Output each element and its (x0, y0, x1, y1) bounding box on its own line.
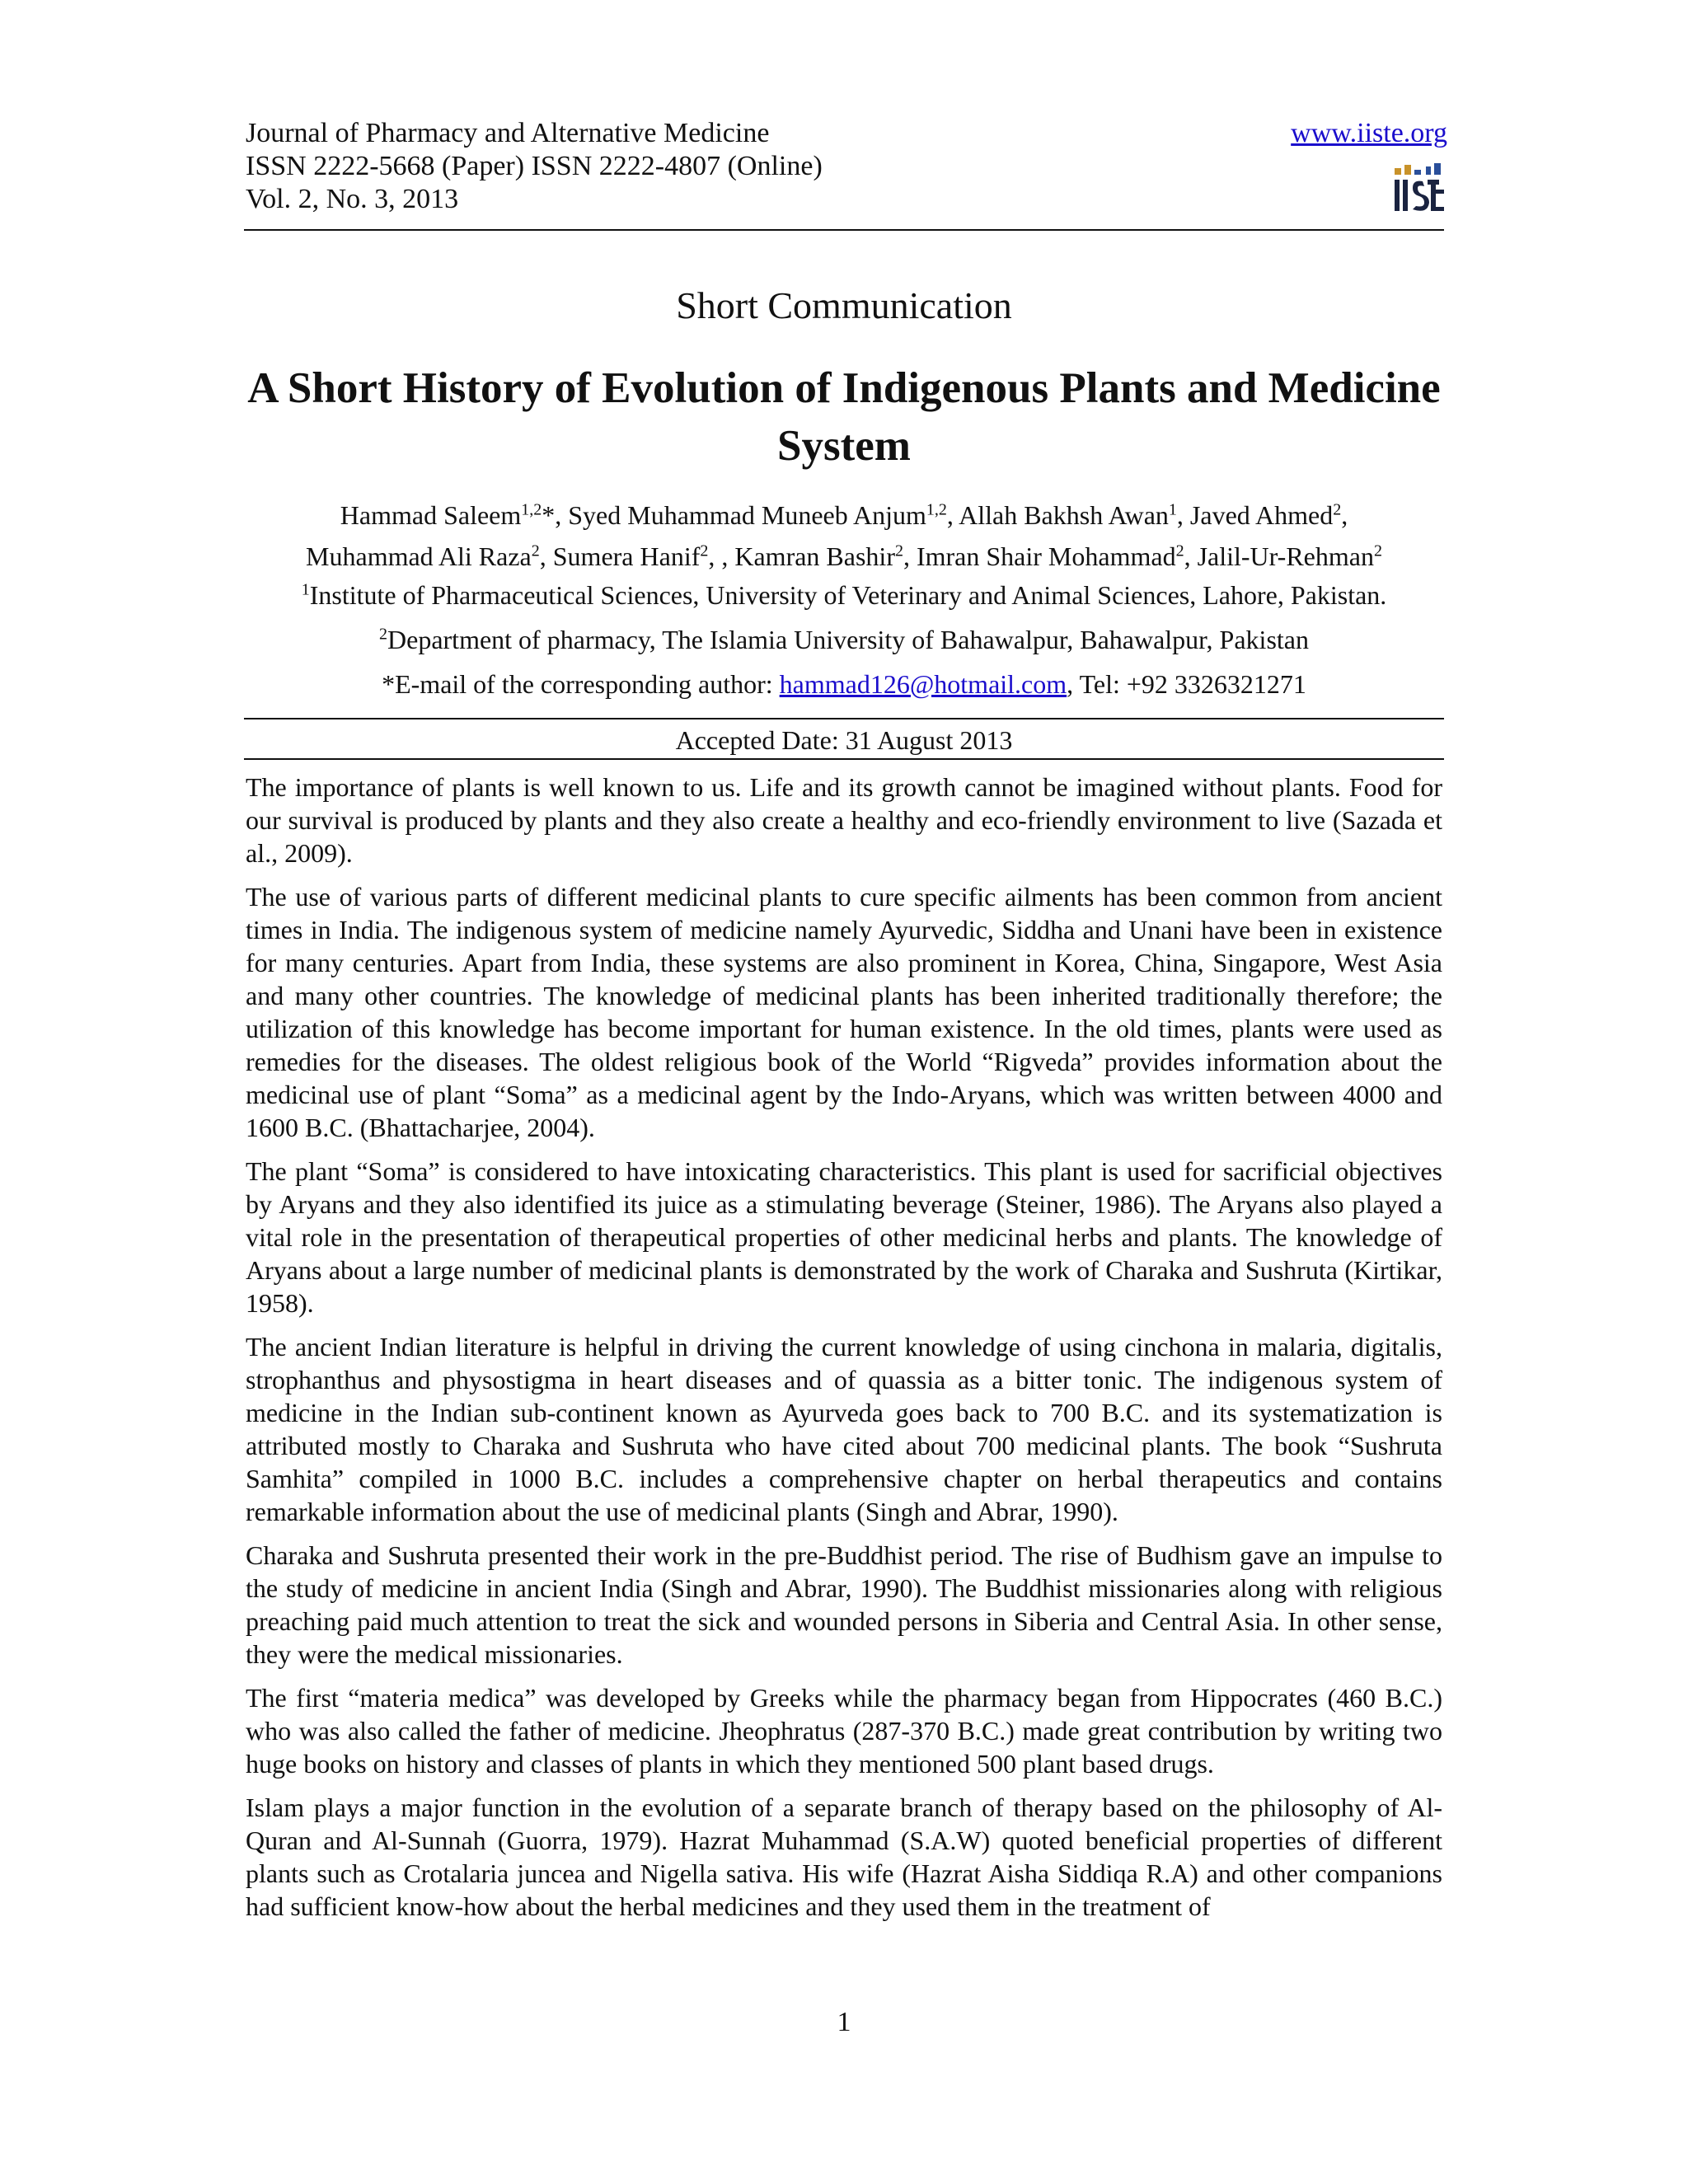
corresponding-author-mark: * (542, 500, 556, 530)
affiliation-1 (214, 579, 1474, 612)
body-paragraph: The importance of plants is well known to us. Life and its growth cannot be imagined without plants. Food for our survival is produced by plants and they also create a healthy and eco-friendly environment to live (Sazada et al., 2009). (246, 772, 1442, 868)
author-name: Imran Shair Mohammad (916, 541, 1176, 571)
author-list: Hammad Saleem$^{1,2}$*, Syed Muhammad Muneeb Anjum$^{1,2}$, Allah Bakhsh Awan$^1$, Javed Ahmed$^2$, Muhammad Ali Raza$^2$, Sumera Hanif$^2$, , Kamran Bashir$^2$, Imran Shair Mohammad$^2$, Jalil-Ur-Rehman$^2$ (306, 500, 1382, 571)
journal-issn: ISSN 2222-5668 (Paper) ISSN 2222-4807 (Online) (246, 151, 823, 181)
accepted-top-divider (244, 718, 1444, 719)
affiliation-1-text: Institute of Pharmaceutical Sciences, University of Veterinary and Animal Sciences, Lahore, Pakistan. (309, 580, 1387, 610)
email-prefix: *E-mail of the corresponding author: (382, 669, 780, 699)
body-paragraph: The first “materia medica” was developed by Greeks while the pharmacy began from Hippocrates (460 B.C.) who was also called the father of medicine. Jheophratus (287-370 B.C.) made great contribution by writing two huge books on history and classes of plants in which they mentioned 500 plant based drugs. (246, 1683, 1442, 1779)
body-paragraph: Charaka and Sushruta presented their work in the pre-Buddhist period. The rise of Budhism gave an impulse to the study of medicine in ancient India (Singh and Abrar, 1990). The Buddhist missionaries along with religious preaching paid much attention to treat the sick and wounded persons in Siberia and Central Asia. In other sense, they were the medical missionaries. (246, 1540, 1442, 1669)
article-title: A Short History of Evolution of Indigenous Plants and Medicine System (247, 364, 1441, 470)
author-affiliation-marker: 1,2 (521, 500, 542, 519)
header-divider (244, 229, 1444, 231)
author-name: Javed Ahmed (1189, 500, 1334, 530)
author-affiliation-marker: 2 (1333, 500, 1342, 519)
body-paragraph: The ancient Indian literature is helpful in driving the current knowledge of using cinchona in malaria, digitalis, strophanthus and physostigma in heart diseases and of quassia as a bitter tonic. The indigenous system of medicine in the Indian sub-continent known as Ayurveda goes back to 700 B.C. and its systematization is attributed mostly to Charaka and Sushruta who have cited about 700 medicinal plants. The book “Sushruta Samhita” compiled in 1000 B.C. includes a comprehensive chapter on herbal therapeutics and contains remarkable information about the use of medicinal plants (Singh and Abrar, 1990). (246, 1332, 1442, 1526)
author-name: Kamran Bashir (734, 541, 895, 571)
author-name: Jalil-Ur-Rehman (1197, 541, 1374, 571)
author-affiliation-marker: 1 (1168, 500, 1177, 519)
phone-text: , Tel: +92 3326321271 (1067, 669, 1306, 699)
body-paragraph: The use of various parts of different medicinal plants to cure specific ailments has been common from ancient times in India. The indigenous system of medicine namely Ayurvedic, Siddha and Unani have been in existence for many centuries. Apart from India, these systems are also prominent in Korea, China, Singapore, West Asia and many other countries. The knowledge of medicinal plants has been inherited traditionally therefore; the utilization of this knowledge has become important for human existence. In the old times, plants were used as remedies for the diseases. The oldest religious book of the World “Rigveda” provides information about the medicinal use of plant “Soma” as a medicinal agent by the Indo-Aryans, which was written between 4000 and 1600 B.C. (Bhattacharjee, 2004). (246, 882, 1442, 1142)
affiliation-1-marker: 1 (301, 580, 310, 599)
iiste-logo (1391, 162, 1446, 216)
author-name: Sumera Hanif (552, 541, 701, 571)
corresponding-author (214, 668, 1474, 701)
affiliation-2 (214, 623, 1474, 656)
author-affiliation-marker: 2 (531, 541, 540, 560)
article-body (246, 771, 1442, 1933)
journal-header (246, 117, 823, 216)
journal-name: Journal of Pharmacy and Alternative Medicine (246, 118, 770, 148)
accepted-bottom-divider (244, 758, 1444, 760)
email-link[interactable]: hammad126@hotmail.com (779, 669, 1067, 699)
author-name: Syed Muhammad Muneeb Anjum (568, 500, 926, 530)
author-affiliation-marker: 2 (1175, 541, 1184, 560)
journal-url-link[interactable]: www.iiste.org (1291, 118, 1447, 148)
author-affiliation-marker: 2 (1373, 541, 1382, 560)
article-type: Short Communication (676, 284, 1012, 326)
page-number: 1 (837, 2007, 851, 2037)
author-affiliation-marker: 2 (700, 541, 709, 560)
accepted-date: Accepted Date: 31 August 2013 (675, 725, 1013, 755)
author-affiliation-marker: 1,2 (926, 500, 947, 519)
journal-volume: Vol. 2, No. 3, 2013 (246, 184, 459, 214)
affiliation-2-text: Department of pharmacy, The Islamia University of Bahawalpur, Bahawalpur, Pakistan (387, 625, 1309, 654)
author-name: Hammad Saleem (340, 500, 522, 530)
author-name: Muhammad Ali Raza (306, 541, 532, 571)
body-paragraph: The plant “Soma” is considered to have intoxicating characteristics. This plant is used for sacrificial objectives by Aryans and they also identified its juice as a stimulating beverage (Steiner, 1986). The Aryans also played a vital role in the presentation of therapeutical properties of other medicinal herbs and plants. The knowledge of Aryans about a large number of medicinal plants is demonstrated by the work of Charaka and Sushruta (Kirtikar, 1958). (246, 1156, 1442, 1318)
author-affiliation-marker: 2 (894, 541, 903, 560)
affiliation-2-marker: 2 (379, 625, 387, 644)
body-paragraph: Islam plays a major function in the evolution of a separate branch of therapy based on the philosophy of Al-Quran and Al-Sunnah (Guorra, 1979). Hazrat Muhammad (S.A.W) quoted beneficial properties of different plants such as Crotalaria juncea and Nigella sativa. His wife (Hazrat Aisha Siddiqa R.A) and other companions had sufficient know-how about the herbal medicines and they used them in the treatment of (246, 1793, 1442, 1921)
author-name: Allah Bakhsh Awan (959, 500, 1169, 530)
